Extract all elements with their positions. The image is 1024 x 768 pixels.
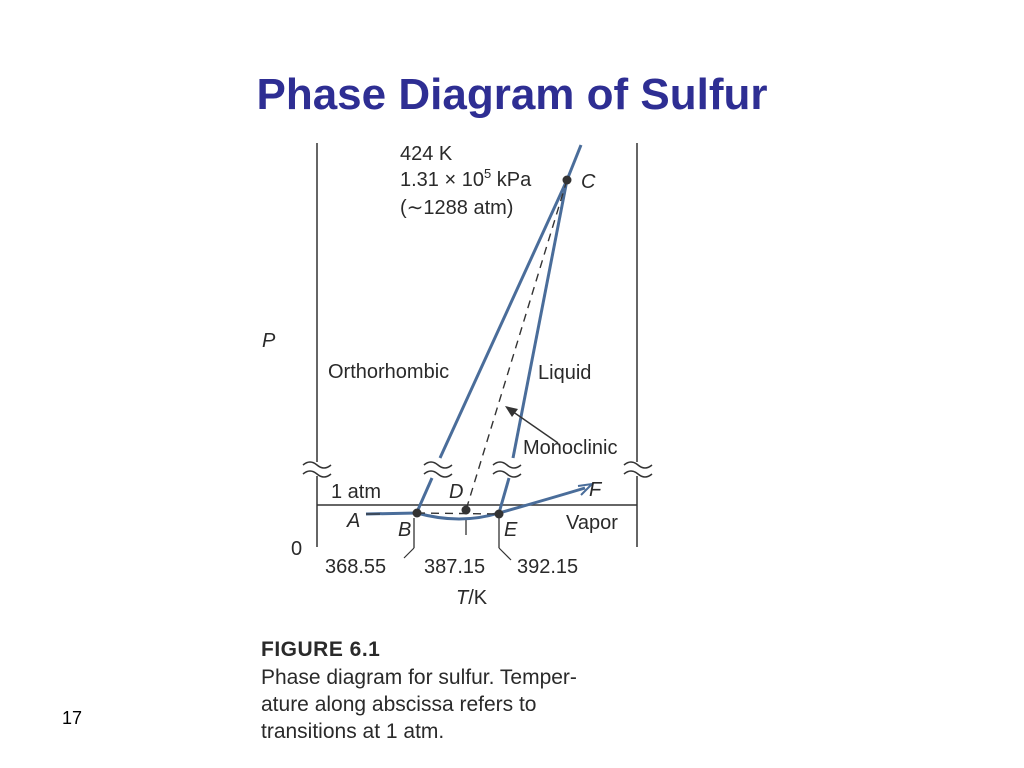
region-liquid: Liquid bbox=[538, 362, 592, 384]
point-b-marker bbox=[413, 509, 422, 518]
tick-leader-392 bbox=[499, 548, 511, 560]
caption-line: Phase diagram for sulfur. Temper- bbox=[261, 666, 577, 689]
dashed-c-d bbox=[466, 180, 567, 510]
monoclinic-pointer-head bbox=[505, 406, 518, 417]
slide-title: Phase Diagram of Sulfur bbox=[256, 70, 768, 119]
c-info-temperature: 424 K bbox=[400, 143, 453, 165]
c-info-pressure: $1.31 \times 10^5$ kPa bbox=[400, 166, 532, 191]
figure-caption bbox=[261, 636, 681, 745]
temperature-387: 387.15 bbox=[424, 556, 486, 578]
caption-line: ature along abscissa refers to bbox=[261, 693, 537, 716]
mono-liquid-line bbox=[513, 180, 567, 458]
caption-line: transitions at 1 atm. bbox=[261, 720, 445, 743]
ortho-liquid-line-lower bbox=[417, 478, 432, 512]
one-atm-label: 1 atm bbox=[331, 481, 382, 503]
caption-heading: FIGURE 6.1 bbox=[261, 638, 381, 661]
slide-number: 17 bbox=[62, 708, 83, 728]
point-d-label: D bbox=[449, 481, 464, 503]
point-c-label: C bbox=[581, 171, 596, 193]
region-monoclinic: Monoclinic bbox=[523, 437, 618, 459]
point-b-label: B bbox=[398, 519, 412, 541]
c-info-atm: (∼1288 atm) bbox=[400, 197, 514, 219]
point-e-marker bbox=[495, 510, 504, 519]
point-a-label: A bbox=[347, 510, 361, 532]
liquid-mono-line bbox=[567, 145, 581, 180]
point-c-marker bbox=[563, 176, 572, 185]
point-e-label: E bbox=[504, 519, 518, 541]
zero-label: 0 bbox=[291, 538, 303, 560]
point-d-marker bbox=[462, 506, 471, 515]
axis-p-label: P bbox=[262, 330, 276, 352]
mono-liquid-line-lower bbox=[499, 478, 509, 513]
region-vapor: Vapor bbox=[566, 512, 618, 534]
point-f-label: F bbox=[589, 479, 602, 501]
temperature-368: 368.55 bbox=[325, 556, 387, 578]
temperature-392: 392.15 bbox=[517, 556, 579, 578]
ortho-liquid-line bbox=[440, 180, 567, 458]
dashed-b-e bbox=[417, 513, 499, 514]
region-orthorhombic: Orthorhombic bbox=[328, 361, 450, 383]
axis-t-label: T/K bbox=[456, 587, 488, 609]
tick-leader-368 bbox=[404, 548, 414, 558]
c-info-exponent: 5 bbox=[483, 166, 492, 181]
caption-body bbox=[261, 664, 681, 745]
